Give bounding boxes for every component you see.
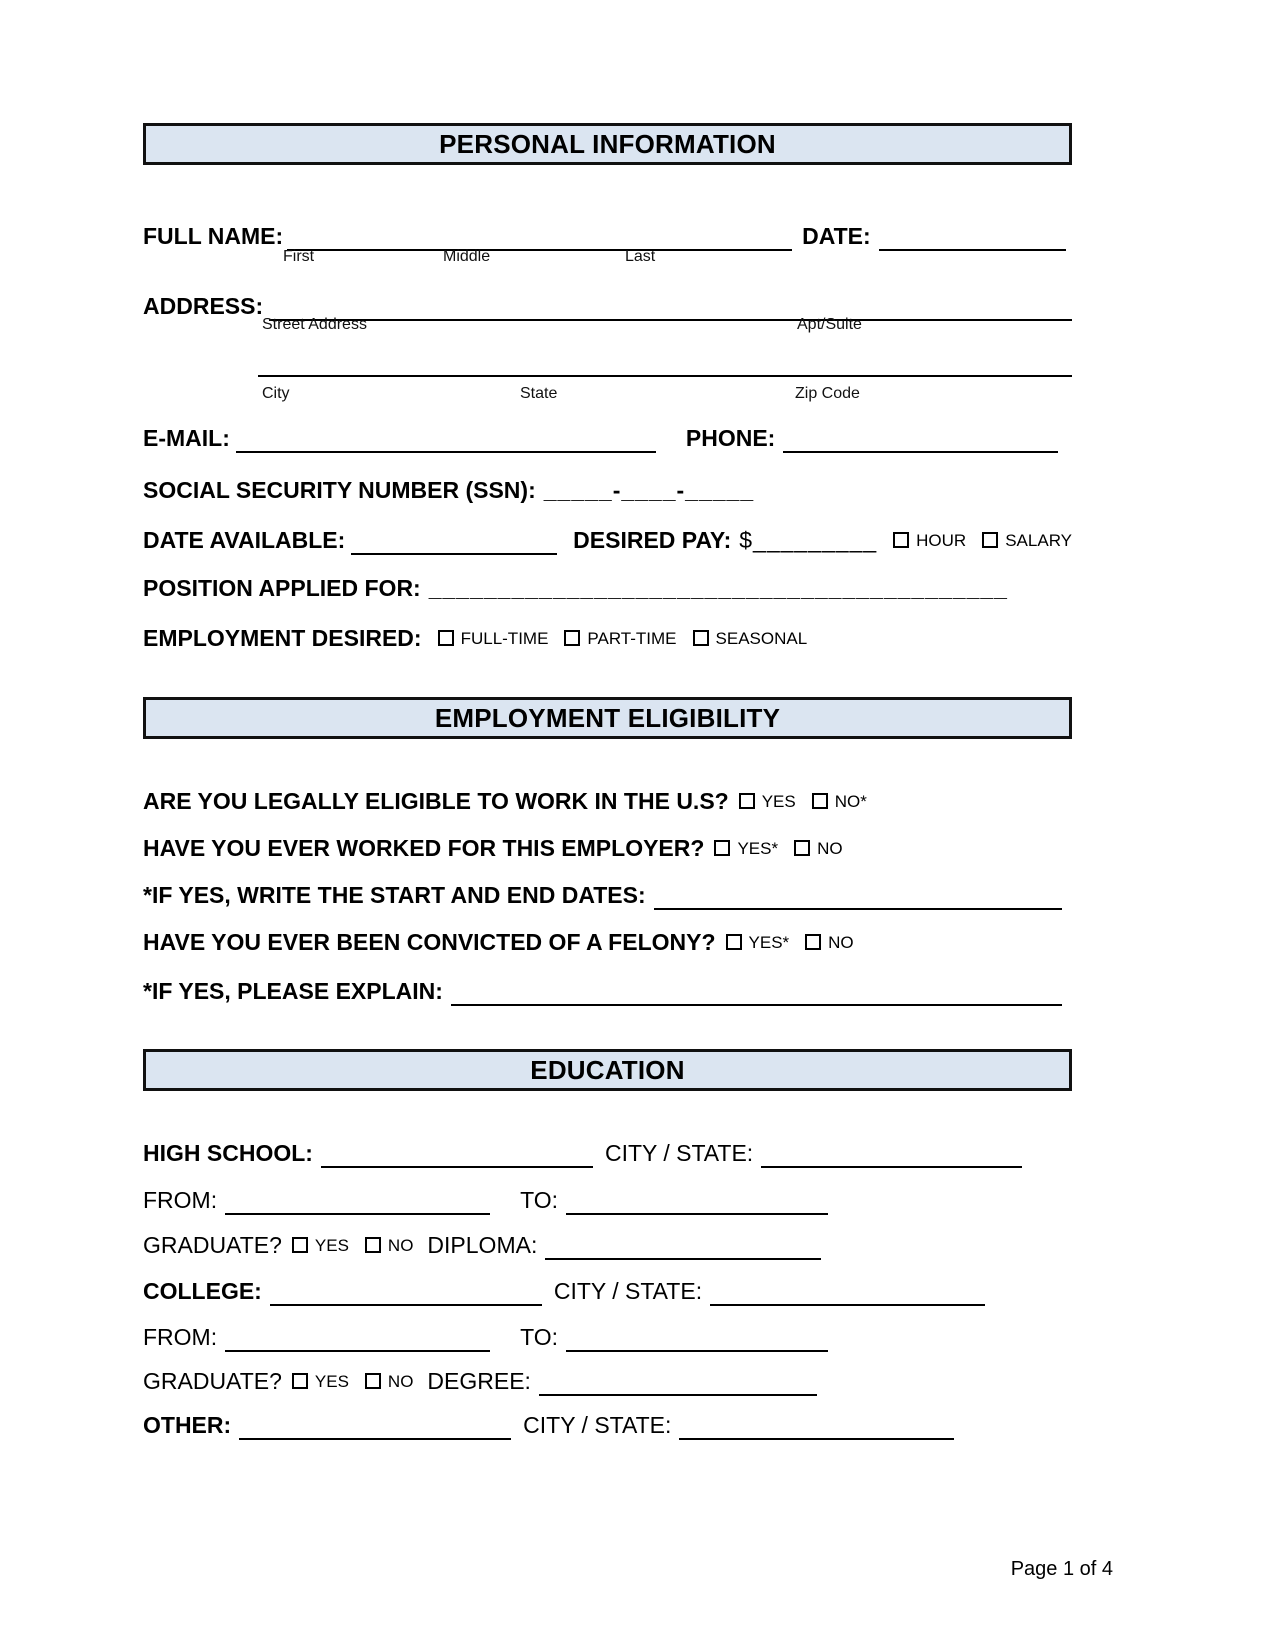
high-school-line[interactable] <box>321 1134 593 1168</box>
section-header-personal-information <box>143 123 1072 165</box>
college-graduate-row <box>143 1362 1072 1396</box>
college-dates-row <box>143 1318 1072 1352</box>
address-sublabels-2 <box>143 385 1072 405</box>
high-school-to-line[interactable] <box>566 1181 828 1215</box>
employment-desired-row <box>143 619 1072 653</box>
checkbox-hs-graduate-yes[interactable] <box>292 1237 308 1253</box>
phone-line[interactable] <box>783 419 1058 453</box>
date-available-line[interactable] <box>351 521 557 555</box>
degree-label: DEGREE: <box>427 1368 531 1394</box>
worked-question-label: HAVE YOU EVER WORKED FOR THIS EMPLOYER? <box>143 835 705 861</box>
hour-label: HOUR <box>916 531 967 550</box>
college-line[interactable] <box>270 1272 542 1306</box>
felony-no-label: NO <box>828 933 854 952</box>
seasonal-label: SEASONAL <box>715 629 808 648</box>
felony-question-label: HAVE YOU EVER BEEN CONVICTED OF A FELONY? <box>143 929 716 955</box>
address-sublabels <box>143 316 1072 336</box>
worked-question-row <box>143 829 1072 863</box>
felony-question-row <box>143 923 1072 957</box>
explain-line[interactable] <box>451 972 1062 1006</box>
checkbox-worked-no[interactable] <box>794 840 810 856</box>
last-sublabel: Last <box>625 248 656 265</box>
checkbox-hour[interactable] <box>893 532 909 548</box>
section-title: EDUCATION <box>530 1054 685 1085</box>
position-blank[interactable]: __________________________________________ <box>428 575 1008 601</box>
employment-desired-label: EMPLOYMENT DESIRED: <box>143 625 422 651</box>
street-sublabel: Street Address <box>262 316 367 333</box>
other-row <box>143 1406 1072 1440</box>
full-name-line[interactable] <box>287 217 792 251</box>
ssn-blank[interactable]: _____-____-_____ <box>543 477 755 503</box>
start-end-dates-row <box>143 876 1072 910</box>
eligible-question-row <box>143 782 1072 816</box>
high-school-dates-row <box>143 1181 1072 1215</box>
checkbox-felony-no[interactable] <box>805 934 821 950</box>
yes-label: YES <box>314 1372 349 1391</box>
eligible-no-label: NO* <box>834 792 867 811</box>
college-to-line[interactable] <box>566 1318 828 1352</box>
email-line[interactable] <box>236 419 656 453</box>
explain-row <box>143 972 1072 1006</box>
page-indicator: Page 1 of 4 <box>1010 1558 1113 1580</box>
degree-line[interactable] <box>539 1362 817 1396</box>
diploma-line[interactable] <box>545 1226 821 1260</box>
eligible-yes-label: YES <box>761 792 796 811</box>
other-line[interactable] <box>239 1406 511 1440</box>
graduate-label: GRADUATE? <box>143 1232 282 1258</box>
date-available-pay-row <box>143 521 1072 555</box>
section-header-employment-eligibility <box>143 697 1072 739</box>
checkbox-hs-graduate-no[interactable] <box>365 1237 381 1253</box>
checkbox-college-graduate-no[interactable] <box>365 1373 381 1389</box>
city-state-label: CITY / STATE: <box>604 1140 754 1166</box>
to-label: TO: <box>520 1187 559 1213</box>
from-label: FROM: <box>143 1324 218 1350</box>
city-state-zip-line[interactable] <box>258 343 1072 377</box>
email-label: E-MAIL: <box>143 425 230 451</box>
address-label: ADDRESS: <box>143 293 264 319</box>
college-row <box>143 1272 1072 1306</box>
checkbox-salary[interactable] <box>982 532 998 548</box>
desired-pay-blank[interactable]: $_________ <box>739 527 878 553</box>
salary-label: SALARY <box>1005 531 1072 550</box>
checkbox-college-graduate-yes[interactable] <box>292 1373 308 1389</box>
college-city-state-line[interactable] <box>710 1272 985 1306</box>
date-available-label: DATE AVAILABLE: <box>143 527 346 553</box>
full-name-sublabels <box>143 248 1072 268</box>
to-label: TO: <box>520 1324 559 1350</box>
position-label: POSITION APPLIED FOR: <box>143 575 421 601</box>
other-city-state-line[interactable] <box>679 1406 954 1440</box>
no-label: NO <box>387 1236 414 1255</box>
checkbox-part-time[interactable] <box>564 630 580 646</box>
apt-sublabel: Apt/Suite <box>797 316 862 333</box>
diploma-label: DIPLOMA: <box>427 1232 538 1258</box>
yes-label: YES <box>314 1236 349 1255</box>
state-sublabel: State <box>520 385 558 402</box>
from-label: FROM: <box>143 1187 218 1213</box>
checkbox-worked-yes[interactable] <box>714 840 730 856</box>
section-title: EMPLOYMENT ELIGIBILITY <box>434 702 781 733</box>
phone-label: PHONE: <box>685 425 776 451</box>
full-time-label: FULL-TIME <box>460 629 549 648</box>
worked-yes-label: YES* <box>737 839 779 858</box>
checkbox-felony-yes[interactable] <box>726 934 742 950</box>
date-label: DATE: <box>802 223 871 249</box>
worked-no-label: NO <box>817 839 843 858</box>
city-state-label: CITY / STATE: <box>553 1278 703 1304</box>
city-state-label: CITY / STATE: <box>523 1412 672 1438</box>
graduate-label: GRADUATE? <box>143 1368 282 1394</box>
checkbox-eligible-no[interactable] <box>812 793 828 809</box>
high-school-graduate-row <box>143 1226 1072 1260</box>
ssn-row <box>143 471 1072 505</box>
start-end-dates-line[interactable] <box>654 876 1062 910</box>
full-name-row <box>143 217 1072 251</box>
felony-yes-label: YES* <box>748 933 790 952</box>
section-header-education <box>143 1049 1072 1091</box>
section-title: PERSONAL INFORMATION <box>439 128 776 159</box>
full-name-label: FULL NAME: <box>143 223 284 249</box>
zip-sublabel: Zip Code <box>795 385 860 402</box>
explain-label: *IF YES, PLEASE EXPLAIN: <box>143 978 443 1004</box>
high-school-from-line[interactable] <box>225 1181 490 1215</box>
high-school-label: HIGH SCHOOL: <box>143 1140 313 1166</box>
email-phone-row <box>143 419 1072 453</box>
no-label: NO <box>387 1372 414 1391</box>
checkbox-full-time[interactable] <box>438 630 454 646</box>
high-school-city-state-line[interactable] <box>761 1134 1022 1168</box>
eligible-question-label: ARE YOU LEGALLY ELIGIBLE TO WORK IN THE U.S? <box>143 788 729 814</box>
middle-sublabel: Middle <box>443 248 491 265</box>
city-sublabel: City <box>262 385 290 402</box>
position-row <box>143 569 1072 603</box>
address-row-2 <box>143 343 1072 377</box>
college-label: COLLEGE: <box>143 1278 262 1304</box>
ssn-label: SOCIAL SECURITY NUMBER (SSN): <box>143 477 536 503</box>
start-end-dates-label: *IF YES, WRITE THE START AND END DATES: <box>143 882 646 908</box>
high-school-row <box>143 1134 1072 1168</box>
checkbox-eligible-yes[interactable] <box>739 793 755 809</box>
first-sublabel: First <box>283 248 315 265</box>
other-label: OTHER: <box>143 1412 232 1438</box>
checkbox-seasonal[interactable] <box>693 630 709 646</box>
part-time-label: PART-TIME <box>587 629 677 648</box>
desired-pay-label: DESIRED PAY: <box>573 527 732 553</box>
college-from-line[interactable] <box>225 1318 490 1352</box>
date-line[interactable] <box>879 217 1066 251</box>
